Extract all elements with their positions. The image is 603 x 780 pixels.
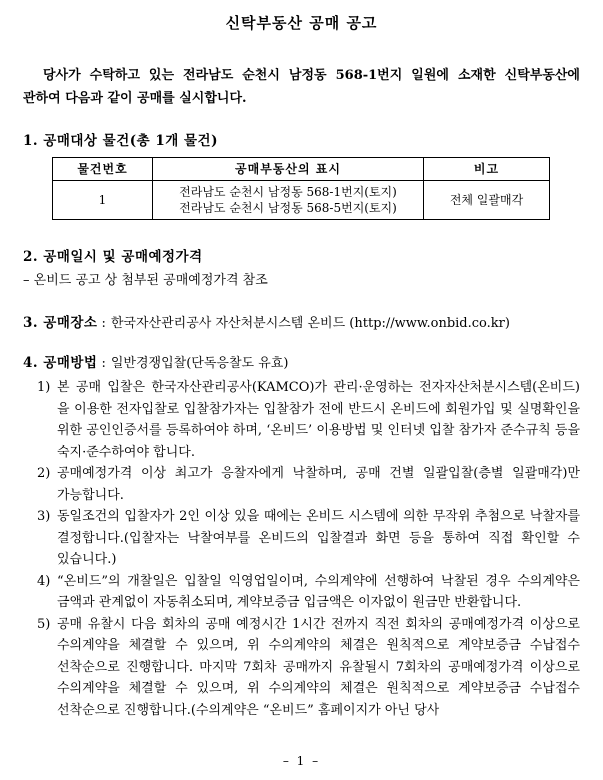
item-text: “온비드”의 개찰일은 입찰일 익영업일이며, 수의계약에 선행하여 낙찰된 경우 수의계약은 금액과 관계없이 자동취소되며, 계약보증금 입금액은 이자없이 원금만 반환합니다. [57,573,580,610]
lot-table [52,157,550,220]
list-item [37,571,580,614]
section3-line [23,312,580,335]
item-number: 2) [37,466,51,481]
section3-separator: : [101,316,106,331]
list-item [37,463,580,506]
section3-label: 3. 공매장소 [23,315,98,331]
intro-paragraph: 당사가 수탁하고 있는 전라남도 순천시 남정동 568-1번지 일원에 소재한 신탁부동산에 관하여 다음과 같이 공매를 실시합니다. [23,68,580,106]
item-text: 공매예정가격 이상 최고가 응찰자에게 낙찰하며, 공매 건별 일괄입찰(층별 일괄매각)만 가능합니다. [57,466,580,503]
section4-label: 4. 공매방법 [23,355,98,371]
item-number: 1) [37,380,51,395]
item-text: 공매 유찰시 다음 회차의 공매 예정시간 1시간 전까지 직전 회차의 공매예정가격 이상으로 수의계약을 체결할 수 있으며, 위 수의계약의 체결은 원칙적으로 계약보증금 수납접수 선착순으로 진행합니다. 마지막 7회차 공매까지 유찰될시 7회차의 공매예정가격 이상으로 수의계약을 체결할 수 있으며, 위 수의계약의 체결은 원칙적으로 계약보증금 수납접수 선착순으로 진행합니다.(수의계약은 “온비드” 홈페이지가 아닌 당사 [57,616,580,718]
section4-line [23,352,580,375]
item-text: 동일조건의 입찰자가 2인 이상 있을 때에는 온비드 시스템에 의한 무작위 추첨으로 낙찰자를 결정합니다.(입찰자는 낙찰여부를 온비드의 입찰결과 화면 등을 통하여 직접 확인할 수 있습니다.) [57,509,580,567]
item-number: 3) [37,509,51,524]
section3-value: 한국자산관리공사 자산처분시스템 온비드 (http://www.onbid.co.kr) [110,316,510,331]
section4-value: 일반경쟁입찰(단독응찰도 유효) [110,356,289,371]
list-item [37,614,580,722]
section4-separator: : [101,356,106,371]
cell-property [153,181,424,220]
section4-items [37,377,580,721]
section1-heading: 1. 공매대상 물건(총 1개 물건) [23,133,218,149]
cell-remark: 전체 일괄매각 [424,181,550,220]
cell-item-no: 1 [53,181,153,220]
section2-heading: 2. 공매일시 및 공매예정가격 [23,249,203,265]
property-line-2: 전라남도 순천시 남정동 568-5번지(토지) [179,201,397,215]
col-header-property: 공매부동산의 표시 [153,158,424,181]
page-number: – 1 – [282,754,321,768]
list-item [37,377,580,463]
col-header-item-no: 물건번호 [53,158,153,181]
page-title: 신탁부동산 공매 공고 [225,14,378,32]
col-header-remark: 비고 [424,158,550,181]
section2-note: – 온비드 공고 상 첨부된 공매예정가격 참조 [23,273,268,288]
table-row [53,181,550,220]
list-item [37,506,580,571]
table-header-row [53,158,550,181]
property-line-1: 전라남도 순천시 남정동 568-1번지(토지) [179,185,397,199]
item-number: 5) [37,616,51,632]
item-number: 4) [37,573,51,589]
item-text: 본 공매 입찰은 한국자산관리공사(KAMCO)가 관리·운영하는 전자자산처분시스템(온비드)을 이용한 전자입찰로 입찰참가자는 입찰참가 전에 반드시 온비드에 회원가입 및 실명확인을 위한 공인인증서를 등록하여야 하며, ‘온비드’ 이용방법 및 인터넷 입찰 참가자 준수규칙 등을 숙지·준수하여야 합니다. [57,380,580,460]
